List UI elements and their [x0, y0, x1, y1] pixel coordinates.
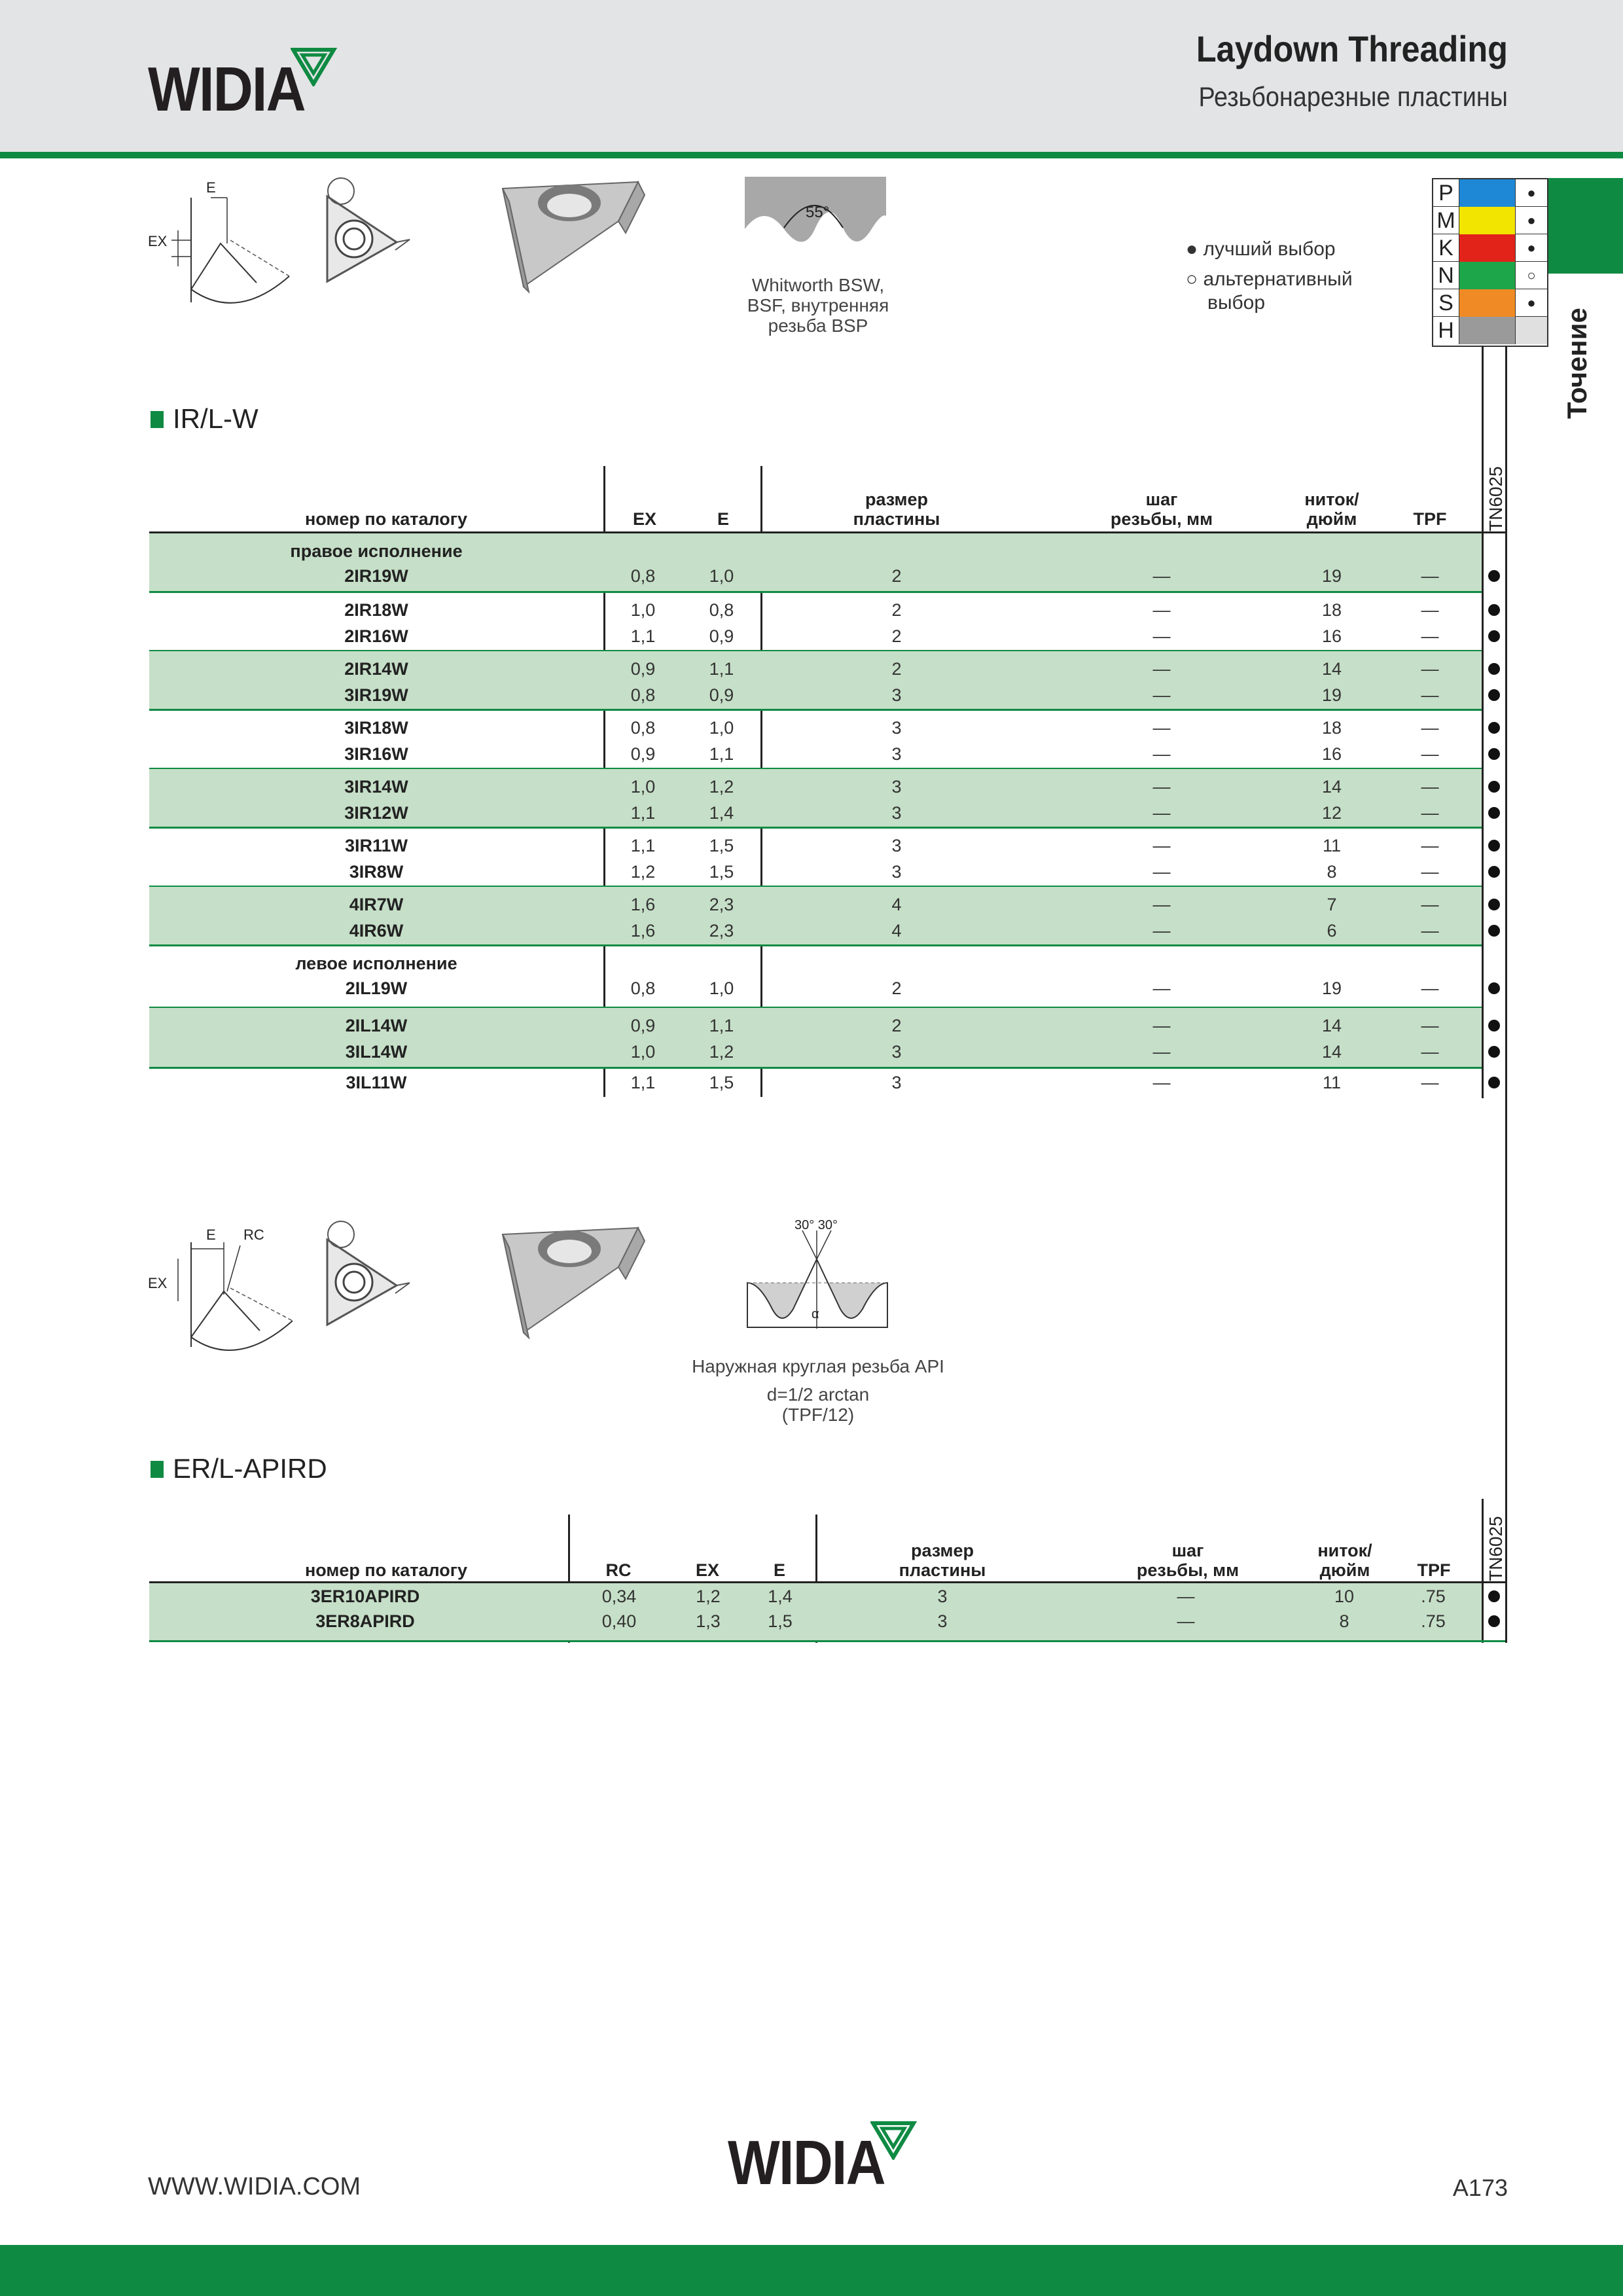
ex-value: 1,1: [630, 626, 656, 646]
threads-per-inch: 16: [1321, 744, 1342, 764]
table-row-divider: [149, 827, 1482, 829]
material-recommendation-mark: ●: [1527, 295, 1536, 311]
material-color-swatch: [1459, 234, 1516, 262]
ex-value: 0,9: [630, 1016, 656, 1035]
header2-size: размер: [910, 1541, 974, 1560]
ex-value: 0,9: [630, 744, 656, 764]
header-pitch: шаг: [1145, 490, 1178, 509]
tpf-value: .75: [1421, 1611, 1446, 1631]
grade-availability-dot: [1488, 1590, 1500, 1602]
material-row-s: [1433, 289, 1547, 317]
ex-value: 1,6: [630, 921, 656, 941]
catalog-number: 4IR6W: [349, 921, 404, 941]
catalog-number: 3IL11W: [346, 1073, 407, 1092]
ex-value: 1,0: [630, 777, 656, 797]
e-value: 1,5: [768, 1611, 793, 1631]
material-letter: H: [1433, 317, 1459, 344]
ex-value: 0,9: [630, 659, 656, 679]
tpf-value: —: [1421, 626, 1439, 646]
threads-per-inch: 6: [1327, 921, 1337, 941]
widia-logo: WIDIA: [148, 54, 344, 119]
ex-label: EX: [148, 233, 168, 249]
ex-value: 1,1: [630, 836, 656, 855]
ex-value: 1,1: [630, 803, 656, 823]
thread-pitch: —: [1152, 566, 1171, 586]
insert-size: 3: [891, 718, 902, 738]
tpf-value: —: [1421, 895, 1439, 914]
e-value: 1,5: [709, 1073, 734, 1092]
catalog-number: 3IR12W: [344, 803, 408, 823]
grade-column-divider-2: [1482, 1499, 1484, 1643]
threads-per-inch: 10: [1334, 1587, 1355, 1606]
catalog-number: 2IR18W: [344, 600, 408, 620]
grade-label: TN6025: [1486, 466, 1506, 531]
tpf-value: .75: [1421, 1587, 1446, 1606]
ex-value: 0,8: [630, 718, 656, 738]
threads-per-inch: 12: [1321, 803, 1342, 823]
grade-availability-dot: [1488, 630, 1500, 642]
widia-logo-mark-icon: [291, 47, 338, 86]
material-color-swatch: [1459, 207, 1516, 234]
insert-3d-icon: [497, 175, 648, 293]
catalog-number: 2IL14W: [345, 1016, 408, 1035]
insert-top-view-icon-2: [318, 1220, 416, 1331]
grade-label: TN6025: [1486, 1516, 1506, 1581]
material-letter: M: [1433, 207, 1459, 234]
insert-size: 4: [891, 921, 902, 941]
ex-value: 1,3: [696, 1611, 721, 1631]
threads-per-inch: 19: [1321, 978, 1342, 998]
e-label-2: E: [206, 1227, 216, 1243]
grade-availability-dot: [1488, 1046, 1500, 1058]
tpf-value: —: [1421, 744, 1439, 764]
threads-per-inch: 11: [1322, 1073, 1342, 1092]
catalog-number: 4IR7W: [349, 895, 404, 914]
threads-per-inch: 19: [1321, 566, 1342, 586]
e-value: 2,3: [709, 895, 734, 914]
ex-value: 1,2: [696, 1587, 721, 1606]
table-row-divider: [149, 591, 1482, 593]
threads-per-inch: 14: [1321, 659, 1342, 679]
thread-pitch: —: [1152, 626, 1171, 646]
material-letter: K: [1433, 234, 1459, 262]
thread-pitch: —: [1152, 862, 1171, 882]
catalog-number: 3IR19W: [344, 685, 408, 705]
header2-tpf: TPF: [1417, 1560, 1451, 1580]
page-subtitle: Резьбонарезные пластины: [1198, 81, 1508, 112]
grade-availability-dot: [1488, 1077, 1500, 1088]
thread-pitch: —: [1152, 803, 1171, 823]
page-title: Laydown Threading: [1196, 28, 1508, 69]
website-link[interactable]: WWW.WIDIA.COM: [148, 2173, 361, 2200]
grade-availability-dot: [1488, 866, 1500, 878]
tpf-value: —: [1421, 803, 1439, 823]
thread-pitch: —: [1152, 921, 1171, 941]
table2-bottom-rule: [149, 1640, 1505, 1642]
header-tpi: ниток/: [1304, 490, 1359, 509]
header2-pitch: шаг: [1171, 1541, 1204, 1560]
grade-availability-dot: [1488, 604, 1500, 616]
ex-value: 0,8: [630, 685, 656, 705]
header2-e: E: [773, 1560, 785, 1580]
threads-per-inch: 7: [1327, 895, 1337, 914]
catalog-number: 3ER10APIRD: [310, 1587, 420, 1606]
ex-value: 0,8: [630, 978, 656, 998]
section-marker-icon-2: [151, 1461, 164, 1478]
insert-size: 3: [891, 862, 902, 882]
threads-per-inch: 18: [1321, 600, 1342, 620]
header2-tpi-2: дюйм: [1319, 1560, 1370, 1580]
header2-catalog: номер по каталогу: [304, 1560, 468, 1580]
header-divider: [0, 152, 1623, 158]
threads-per-inch: 14: [1321, 1042, 1342, 1062]
catalog-number: 3IR8W: [349, 862, 404, 882]
material-color-swatch: [1459, 317, 1516, 344]
legend-alt-2: выбор: [1207, 292, 1266, 314]
thread-pitch: —: [1152, 1016, 1171, 1035]
catalog-number: 3IR18W: [344, 718, 408, 738]
insert-size: 3: [891, 836, 902, 855]
tpf-value: —: [1421, 1042, 1439, 1062]
material-row-h: [1433, 317, 1547, 344]
threads-per-inch: 18: [1321, 718, 1342, 738]
e-value: 1,0: [709, 566, 734, 586]
insert-size: 3: [937, 1587, 948, 1606]
insert-size: 2: [891, 659, 902, 679]
e-value: 0,9: [709, 626, 734, 646]
ex-value: 1,1: [630, 1073, 656, 1092]
thread-pitch: —: [1152, 836, 1171, 855]
angle-30-label: 30° 30°: [794, 1218, 838, 1232]
e-value: 0,9: [709, 685, 734, 705]
grade-header: [1486, 466, 1506, 597]
material-color-swatch: [1459, 179, 1516, 207]
header-size: размер: [865, 490, 929, 509]
catalog-number: 3IR11W: [344, 836, 408, 855]
e-value: 1,1: [709, 659, 734, 679]
e-value: 1,1: [709, 744, 734, 764]
rc-value: 0,34: [601, 1587, 637, 1606]
material-recommendation-mark: [1516, 317, 1547, 344]
threads-per-inch: 14: [1321, 1016, 1342, 1035]
footer-logo: WIDIA: [728, 2127, 937, 2193]
grade-availability-dot: [1488, 925, 1500, 937]
page-right-rule: [1505, 346, 1507, 1643]
tpf-value: —: [1421, 659, 1439, 679]
catalog-number: 3ER8APIRD: [315, 1611, 415, 1631]
insert-size: 3: [891, 1042, 902, 1062]
e-value: 1,2: [709, 1042, 734, 1062]
catalog-number: 2IR19W: [344, 566, 408, 586]
alpha-label: α: [812, 1307, 819, 1321]
tpf-value: —: [1421, 1073, 1439, 1092]
ex-value: 1,0: [630, 1042, 656, 1062]
side-tab-label: Точение: [1561, 308, 1592, 419]
table-row-divider: [149, 709, 1482, 711]
material-recommendation-mark: ●: [1527, 212, 1536, 228]
ex-label-2: EX: [148, 1275, 168, 1291]
header-pitch-2: резьбы, мм: [1110, 509, 1213, 529]
header-size-2: пластины: [853, 509, 940, 529]
page-number: A173: [1452, 2174, 1508, 2201]
e-value: 1,0: [709, 718, 734, 738]
insert-size: 3: [891, 744, 902, 764]
grade-availability-dot: [1488, 748, 1500, 760]
tpf-value: —: [1421, 685, 1439, 705]
insert-size: 3: [891, 685, 902, 705]
header2-ex: EX: [695, 1560, 720, 1580]
insert-size: 2: [891, 626, 902, 646]
header2-tpi: ниток/: [1317, 1541, 1372, 1560]
ex-value: 1,2: [630, 862, 656, 882]
material-letter: N: [1433, 262, 1459, 289]
tpf-value: —: [1421, 777, 1439, 797]
material-row-k: [1433, 234, 1547, 262]
tpf-value: —: [1421, 978, 1439, 998]
insert-size: 3: [891, 1073, 902, 1092]
header2-size-2: пластины: [899, 1560, 986, 1580]
threads-per-inch: 14: [1321, 777, 1342, 797]
tpf-value: —: [1421, 1016, 1439, 1035]
ex-value: 1,6: [630, 895, 656, 914]
grade-availability-dot: [1488, 1615, 1500, 1627]
tpf-value: —: [1421, 600, 1439, 620]
thread-pitch: —: [1152, 978, 1171, 998]
catalog-number: 3IR16W: [344, 744, 408, 764]
catalog-number: 3IR14W: [344, 777, 408, 797]
header-catalog: номер по каталогу: [304, 509, 468, 529]
grade-availability-dot: [1488, 840, 1500, 852]
insert-size: 2: [891, 600, 902, 620]
tpf-value: —: [1421, 921, 1439, 941]
insert-size: 2: [891, 566, 902, 586]
e-value: 1,4: [768, 1587, 793, 1606]
tpf-value: —: [1421, 566, 1439, 586]
catalog-number: 2IR14W: [344, 659, 408, 679]
insert-top-view-icon: [318, 177, 416, 288]
threads-per-inch: 11: [1322, 836, 1342, 855]
material-recommendation-mark: ○: [1527, 267, 1536, 283]
grade-availability-dot: [1488, 722, 1500, 734]
grade-availability-dot: [1488, 807, 1500, 819]
legend-alt: ○ альтернативный: [1186, 268, 1353, 290]
material-legend: [1432, 178, 1548, 347]
header-ex: EX: [632, 509, 657, 529]
rc-label: RC: [243, 1227, 264, 1243]
e-label: E: [206, 179, 216, 196]
angle-55-label: 55°: [806, 204, 830, 221]
grade-availability-dot: [1488, 899, 1500, 910]
table-row-divider: [149, 944, 1482, 946]
whitworth-thread-profile-icon: [745, 177, 886, 266]
thread-pitch: —: [1152, 718, 1171, 738]
e-value: 2,3: [709, 921, 734, 941]
thread-pitch: —: [1152, 744, 1171, 764]
grade-column-divider: [1482, 346, 1484, 1098]
header2-pitch-2: резьбы, мм: [1136, 1560, 1240, 1580]
insert-3d-icon-2: [497, 1221, 648, 1339]
catalog-number: 2IL19W: [345, 978, 408, 998]
insert-size: 4: [891, 895, 902, 914]
e-value: 1,2: [709, 777, 734, 797]
section-title-apird: ER/L-APIRD: [173, 1453, 327, 1484]
e-value: 1,5: [709, 862, 734, 882]
rc-value: 0,40: [601, 1611, 637, 1631]
material-recommendation-mark: ●: [1527, 240, 1536, 256]
grade-availability-dot: [1488, 689, 1500, 701]
threads-per-inch: 8: [1339, 1611, 1349, 1631]
insert-size: 3: [891, 777, 902, 797]
e-value: 0,8: [709, 600, 734, 620]
material-color-swatch: [1459, 262, 1516, 289]
thread-pitch: —: [1177, 1587, 1195, 1606]
catalog-number: 3IL14W: [345, 1042, 408, 1062]
e-value: 1,1: [709, 1016, 734, 1035]
header2-rc: RC: [605, 1560, 632, 1580]
thread-pitch: —: [1177, 1611, 1195, 1631]
thread-pitch: —: [1152, 659, 1171, 679]
e-value: 1,4: [709, 803, 734, 823]
e-value: 1,5: [709, 836, 734, 855]
grade-availability-dot: [1488, 663, 1500, 675]
grade-availability-dot: [1488, 570, 1500, 582]
grade-availability-dot: [1488, 1020, 1500, 1031]
thread-caption-2: Наружная круглая резьба API d=1/2 arctan (TPF/12): [692, 1356, 944, 1425]
material-letter: P: [1433, 179, 1459, 207]
thread-pitch: —: [1152, 685, 1171, 705]
material-row-n: [1433, 262, 1547, 289]
ex-value: 0,8: [630, 566, 656, 586]
insert-size: 2: [891, 978, 902, 998]
section-title-irlw: IR/L-W: [173, 403, 259, 434]
material-color-swatch: [1459, 289, 1516, 317]
thread-pitch: —: [1152, 1042, 1171, 1062]
header-tpi-2: дюйм: [1306, 509, 1357, 529]
material-letter: S: [1433, 289, 1459, 317]
insert-size: 3: [937, 1611, 948, 1631]
group-label: правое исполнение: [290, 541, 463, 561]
dimension-diagram-rc: [145, 1223, 302, 1360]
thread-pitch: —: [1152, 1073, 1171, 1092]
grade-availability-dot: [1488, 781, 1500, 793]
footer-bar: [0, 2245, 1623, 2296]
section-marker-icon: [151, 411, 164, 428]
tpf-value: —: [1421, 718, 1439, 738]
threads-per-inch: 8: [1327, 862, 1337, 882]
thread-pitch: —: [1152, 777, 1171, 797]
footer-logo-mark-icon: [870, 2121, 918, 2160]
threads-per-inch: 19: [1321, 685, 1342, 705]
insert-size: 2: [891, 1016, 902, 1035]
tpf-value: —: [1421, 836, 1439, 855]
thread-pitch: —: [1152, 895, 1171, 914]
header-e: E: [717, 509, 729, 529]
threads-per-inch: 16: [1321, 626, 1342, 646]
legend-best: ● лучший выбор: [1186, 238, 1336, 260]
tpf-value: —: [1421, 862, 1439, 882]
table-row-divider: [149, 1067, 1482, 1069]
material-row-m: [1433, 207, 1547, 234]
api-thread-profile-icon: [746, 1217, 890, 1348]
group-label: левое исполнение: [295, 954, 457, 973]
e-value: 1,0: [709, 978, 734, 998]
catalog-number: 2IR16W: [344, 626, 408, 646]
header-tpf: TPF: [1413, 509, 1447, 529]
material-recommendation-mark: ●: [1527, 185, 1536, 201]
grade-availability-dot: [1488, 982, 1500, 994]
ex-value: 1,0: [630, 600, 656, 620]
material-row-p: [1433, 179, 1547, 207]
insert-size: 3: [891, 803, 902, 823]
thread-caption-1: Whitworth BSW, BSF, внутренняя резьба BSP: [747, 275, 889, 336]
dimension-diagram: [145, 178, 296, 315]
thread-pitch: —: [1152, 600, 1171, 620]
